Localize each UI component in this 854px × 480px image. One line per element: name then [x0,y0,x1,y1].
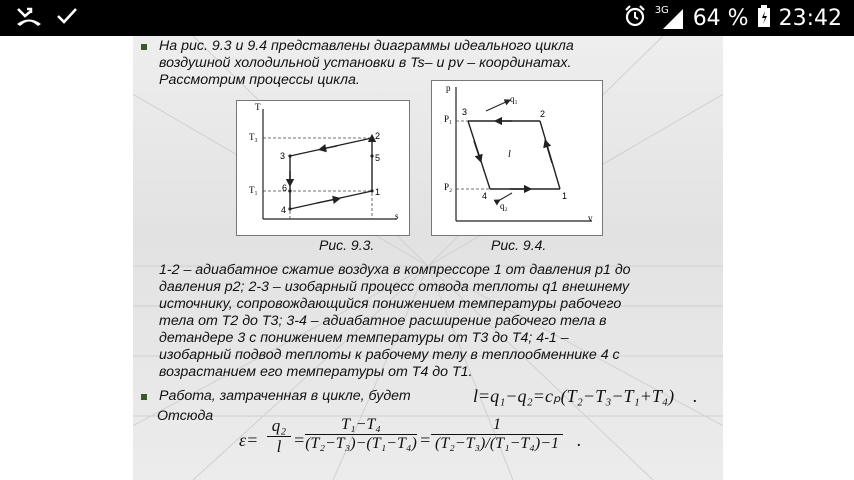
formula-end-dot: . [577,430,582,450]
point-label-5: 5 [375,153,381,163]
work-formula: l=q₁−q₂=cₚ(T₂−T₃−T₁+T₄) [473,386,675,406]
slide-background-pattern [133,36,723,480]
label-p2: P₂ [444,182,453,192]
point-label-1: 1 [375,187,381,197]
pv-diagram [431,80,603,236]
point-label-6: 6 [282,183,288,193]
axis-label-p: p [446,83,451,93]
process-description [159,262,631,381]
clock: 23:42 [778,5,842,31]
point-label-2: 2 [540,109,546,119]
description-line: источнику, сопровождающийся понижением температуры рабочего [159,296,622,312]
fraction-numerator: T₁−T₄ [341,416,381,433]
bullet-1 [141,44,147,50]
fraction-numerator: 1 [493,416,501,433]
fraction-denominator: (T₂−T₃)−(T₁−T₄) [305,435,417,452]
point-label-2: 2 [375,131,381,141]
slide-image [133,36,723,480]
battery-icon [757,4,771,33]
description-line: 1-2 – адиабатное сжатие воздуха в компрессоре 1 от давления p1 до [159,262,631,278]
work-formula-dot: . [693,386,698,406]
hence-text: Отсюда [157,408,214,424]
signal-icon [655,5,685,31]
intro-line: Рассмотрим процессы цикла. [159,72,360,88]
description-line: изобарный подвод теплоты к рабочему телу в теплообменнике 4 с [159,347,620,363]
label-t3: T₃ [249,132,258,142]
axis-label-s: s [395,211,399,221]
equals-sign: = [419,430,432,450]
equals-sign: = [293,430,306,450]
label-t1: T₁ [249,185,258,195]
description-line: тела от Т2 до Т3; 3-4 – адиабатное расширение рабочего тела в [159,313,607,329]
fraction-numerator: q₂ [271,416,287,435]
ts-diagram [236,100,410,236]
label-q1: q₁ [510,94,518,104]
point-label-3: 3 [462,107,468,117]
alarm-icon [623,4,647,33]
intro-line: воздушной холодильной установки в Ts– и pv – координатах. [159,55,572,71]
fraction-denominator: (T₂−T₃)/(T₁−T₄)−1 [435,435,559,452]
bullet-2 [141,394,147,400]
work-text: Работа, затраченная в цикле, будет [159,388,411,404]
point-label-4: 4 [482,191,488,201]
description-line: возрастанием его температуры от Т4 до Т1. [159,364,473,380]
network-type-label: 3G [654,5,669,16]
description-line: давления p2; 2-3 – изобарный процесс отвода теплоты q1 внешнему [159,279,630,295]
label-work-l: l [508,149,511,160]
point-label-3: 3 [280,151,286,161]
caption-fig-9-3: Рис. 9.3. [319,237,375,253]
label-q2: q₂ [500,201,508,211]
axis-label-t: T [255,102,261,112]
description-line: детандере 3 с понижением температуры от Т3 до Т4; 4-1 – [159,330,569,346]
point-label-1: 1 [562,191,568,201]
fraction-denominator: l [276,437,282,456]
point-label-4: 4 [281,205,287,215]
intro-line: На рис. 9.3 и 9.4 представлены диаграммы идеального цикла [159,38,574,54]
fraction-temperature [305,416,417,453]
status-bar [0,0,854,36]
check-icon [56,6,78,31]
caption-fig-9-4: Рис. 9.4. [491,237,547,253]
label-p1: P₁ [444,114,453,124]
fraction-ratio [431,416,563,453]
epsilon-label: ε= [239,430,259,450]
status-left [16,5,78,31]
status-right [623,3,842,33]
missed-call-icon [16,5,42,32]
axis-label-v: v [588,213,593,223]
battery-percent: 64 % [692,5,749,31]
fraction-q2-over-l [267,416,291,457]
